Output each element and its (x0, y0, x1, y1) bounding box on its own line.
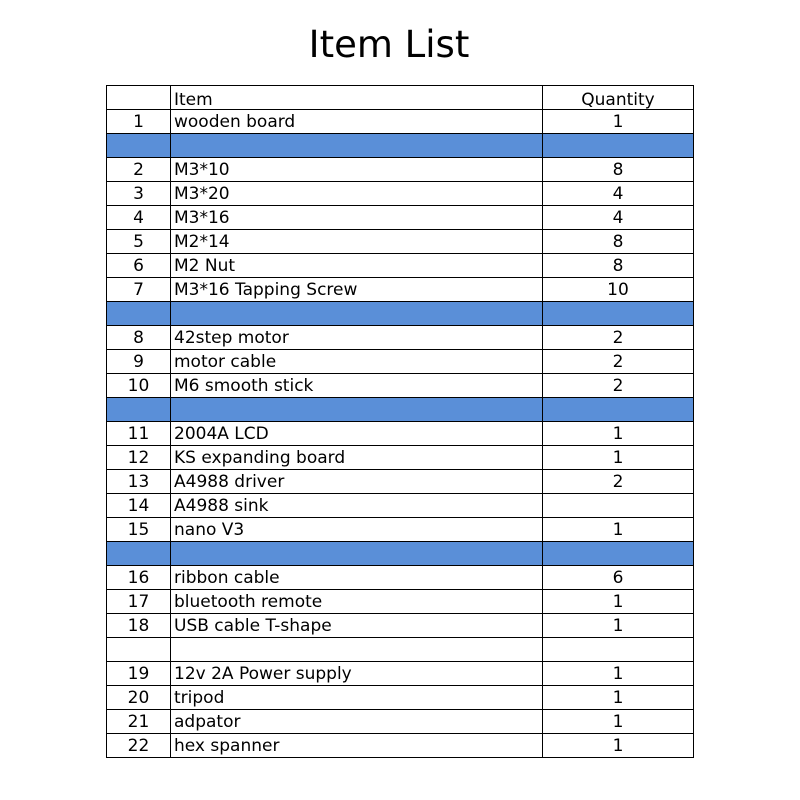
table-row (107, 110, 694, 134)
row-number: 4 (107, 206, 171, 230)
row-number: 1 (107, 110, 171, 134)
table-header-row (107, 86, 694, 110)
row-quantity: 1 (543, 686, 694, 710)
row-quantity: 4 (543, 182, 694, 206)
table-row (107, 254, 694, 278)
row-number: 15 (107, 518, 171, 542)
table-row (107, 590, 694, 614)
row-item (171, 302, 543, 326)
row-number: 13 (107, 470, 171, 494)
item-table (106, 85, 694, 758)
row-number: 3 (107, 182, 171, 206)
table-row (107, 422, 694, 446)
table-row (107, 494, 694, 518)
row-number: 11 (107, 422, 171, 446)
separator-row (107, 302, 694, 326)
table-row (107, 734, 694, 758)
row-quantity (543, 542, 694, 566)
row-item: M3*16 Tapping Screw (171, 278, 543, 302)
row-quantity: 1 (543, 710, 694, 734)
row-quantity (543, 302, 694, 326)
row-item: M2*14 (171, 230, 543, 254)
table-row (107, 206, 694, 230)
row-item: M3*10 (171, 158, 543, 182)
row-number: 9 (107, 350, 171, 374)
row-number: 19 (107, 662, 171, 686)
row-item: adpator (171, 710, 543, 734)
row-number: 22 (107, 734, 171, 758)
row-item: bluetooth remote (171, 590, 543, 614)
row-item: 2004A LCD (171, 422, 543, 446)
row-item: ribbon cable (171, 566, 543, 590)
row-item (171, 134, 543, 158)
table-row (107, 614, 694, 638)
row-item: M3*16 (171, 206, 543, 230)
header-number (107, 86, 171, 110)
row-quantity: 1 (543, 518, 694, 542)
row-number (107, 302, 171, 326)
row-number (107, 398, 171, 422)
row-item: hex spanner (171, 734, 543, 758)
row-quantity: 8 (543, 158, 694, 182)
row-quantity: 4 (543, 206, 694, 230)
row-number: 14 (107, 494, 171, 518)
table-row (107, 278, 694, 302)
row-quantity: 1 (543, 734, 694, 758)
row-quantity (543, 134, 694, 158)
row-quantity: 1 (543, 590, 694, 614)
table-row (107, 638, 694, 662)
row-number: 8 (107, 326, 171, 350)
row-number: 20 (107, 686, 171, 710)
row-item: tripod (171, 686, 543, 710)
row-quantity: 1 (543, 422, 694, 446)
row-number: 17 (107, 590, 171, 614)
table-row (107, 566, 694, 590)
row-quantity (543, 398, 694, 422)
row-quantity: 2 (543, 374, 694, 398)
row-number: 16 (107, 566, 171, 590)
row-number: 18 (107, 614, 171, 638)
table-row (107, 158, 694, 182)
row-quantity: 1 (543, 446, 694, 470)
row-quantity: 10 (543, 278, 694, 302)
row-number: 7 (107, 278, 171, 302)
table-row (107, 350, 694, 374)
row-item: A4988 sink (171, 494, 543, 518)
row-item: 42step motor (171, 326, 543, 350)
row-quantity: 1 (543, 110, 694, 134)
row-quantity: 2 (543, 350, 694, 374)
row-quantity: 8 (543, 254, 694, 278)
row-number (107, 638, 171, 662)
table-row (107, 710, 694, 734)
separator-row (107, 398, 694, 422)
row-item: M6 smooth stick (171, 374, 543, 398)
table-row (107, 518, 694, 542)
row-quantity: 2 (543, 326, 694, 350)
table-row (107, 446, 694, 470)
separator-row (107, 134, 694, 158)
row-number: 12 (107, 446, 171, 470)
row-number: 6 (107, 254, 171, 278)
page-title: Item List (308, 23, 470, 66)
row-item: 12v 2A Power supply (171, 662, 543, 686)
table-row (107, 662, 694, 686)
row-number: 5 (107, 230, 171, 254)
row-number (107, 134, 171, 158)
row-item: KS expanding board (171, 446, 543, 470)
row-item (171, 638, 543, 662)
row-quantity: 8 (543, 230, 694, 254)
row-quantity (543, 494, 694, 518)
row-item: A4988 driver (171, 470, 543, 494)
table-row (107, 326, 694, 350)
table-row (107, 230, 694, 254)
row-item (171, 398, 543, 422)
row-quantity (543, 638, 694, 662)
row-item: M3*20 (171, 182, 543, 206)
row-quantity: 1 (543, 662, 694, 686)
row-quantity: 1 (543, 614, 694, 638)
row-number (107, 542, 171, 566)
separator-row (107, 542, 694, 566)
row-item: M2 Nut (171, 254, 543, 278)
row-number: 10 (107, 374, 171, 398)
table-row (107, 374, 694, 398)
table-row (107, 470, 694, 494)
row-item: wooden board (171, 110, 543, 134)
row-number: 2 (107, 158, 171, 182)
row-quantity: 2 (543, 470, 694, 494)
row-item: motor cable (171, 350, 543, 374)
header-quantity: Quantity (543, 86, 694, 110)
table-row (107, 182, 694, 206)
row-number: 21 (107, 710, 171, 734)
row-item: USB cable T-shape (171, 614, 543, 638)
row-item: nano V3 (171, 518, 543, 542)
row-quantity: 6 (543, 566, 694, 590)
row-item (171, 542, 543, 566)
table-row (107, 686, 694, 710)
header-item: Item (171, 86, 543, 110)
